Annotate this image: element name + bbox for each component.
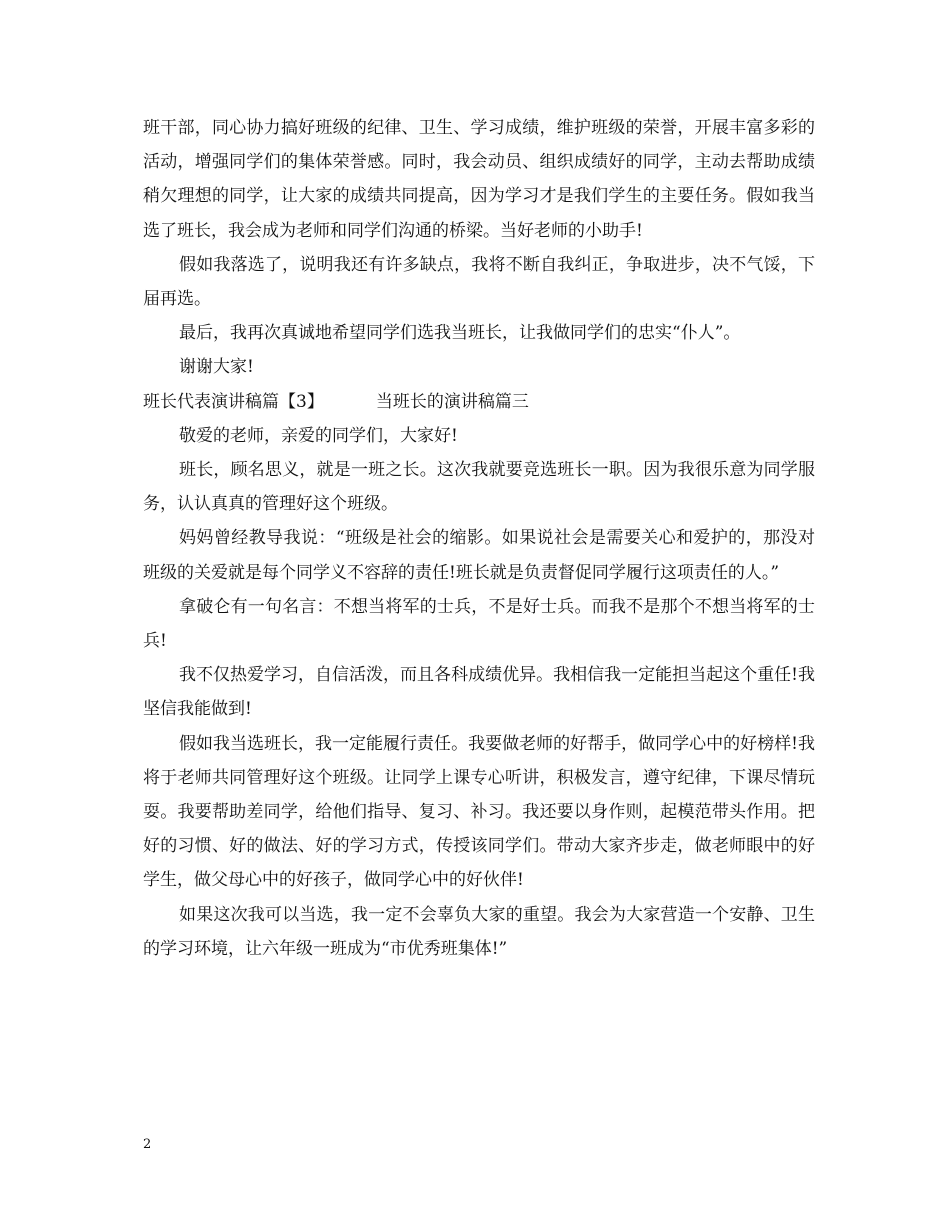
paragraph: 妈妈曾经教导我说：“班级是社会的缩影。如果说社会是需要关心和爱护的，那没对班级的关爱就是每个同学义不容辞的责任!班长就是负责督促同学履行这项责任的人。” — [143, 528, 815, 583]
paragraph: 拿破仑有一句名言：不想当将军的士兵，不是好士兵。而我不是那个不想当将军的士兵! — [143, 596, 815, 652]
section-subheading: 当班长的演讲稿篇三 — [375, 391, 529, 412]
paragraph-continued: 班干部，同心协力搞好班级的纪律、卫生、学习成绩，维护班级的荣誉，开展丰富多彩的活动，增强同学们的集体荣誉感。同时，我会动员、组织成绩好的同学，主动去帮助成绩稍欠理想的同学，让大家的成绩共同提高，因为学习才是我们学生的主要任务。假如我当选了班长，我会成为老师和同学们沟通的桥梁。当好老师的小助手! — [143, 118, 815, 241]
paragraph: 班长，顾名思义，就是一班之长。这次我就要竞选班长一职。因为我很乐意为同学服务，认认真真的管理好这个班级。 — [143, 460, 815, 515]
paragraph: 最后，我再次真诚地希望同学们选我当班长，让我做同学们的忠实“仆人”。 — [179, 323, 741, 344]
paragraph: 假如我落选了，说明我还有许多缺点，我将不断自我纠正，争取进步，决不气馁，下届再选。 — [143, 254, 815, 310]
page-number: 2 — [143, 1137, 152, 1152]
paragraph: 如果这次我可以当选，我一定不会辜负大家的重望。我会为大家营造一个安静、卫生的学习环境，让六年级一班成为“市优秀班集体!” — [143, 904, 815, 959]
paragraph: 谢谢大家! — [179, 357, 254, 378]
paragraph: 假如我当选班长，我一定能履行责任。我要做老师的好帮手，做同学心中的好榜样!我将于老师共同管理好这个班级。让同学上课专心听讲，积极发言，遵守纪律，下课尽情玩耍。我要帮助差同学，给他们指导、复习、补习。我还要以身作则，起模范带头作用。把好的习惯、好的做法、好的学习方式，传授该同学们。带动大家齐步走，做老师眼中的好学生，做父母心中的好孩子，做同学心中的好伙伴! — [143, 733, 815, 891]
paragraph: 敬爱的老师，亲爱的同学们，大家好! — [179, 425, 458, 446]
paragraph: 我不仅热爱学习，自信活泼，而且各科成绩优异。我相信我一定能担当起这个重任!我坚信我能做到! — [143, 665, 815, 720]
section-heading: 班长代表演讲稿篇【3】 — [143, 391, 324, 412]
document-body — [143, 111, 815, 966]
section-heading-line — [143, 385, 815, 419]
